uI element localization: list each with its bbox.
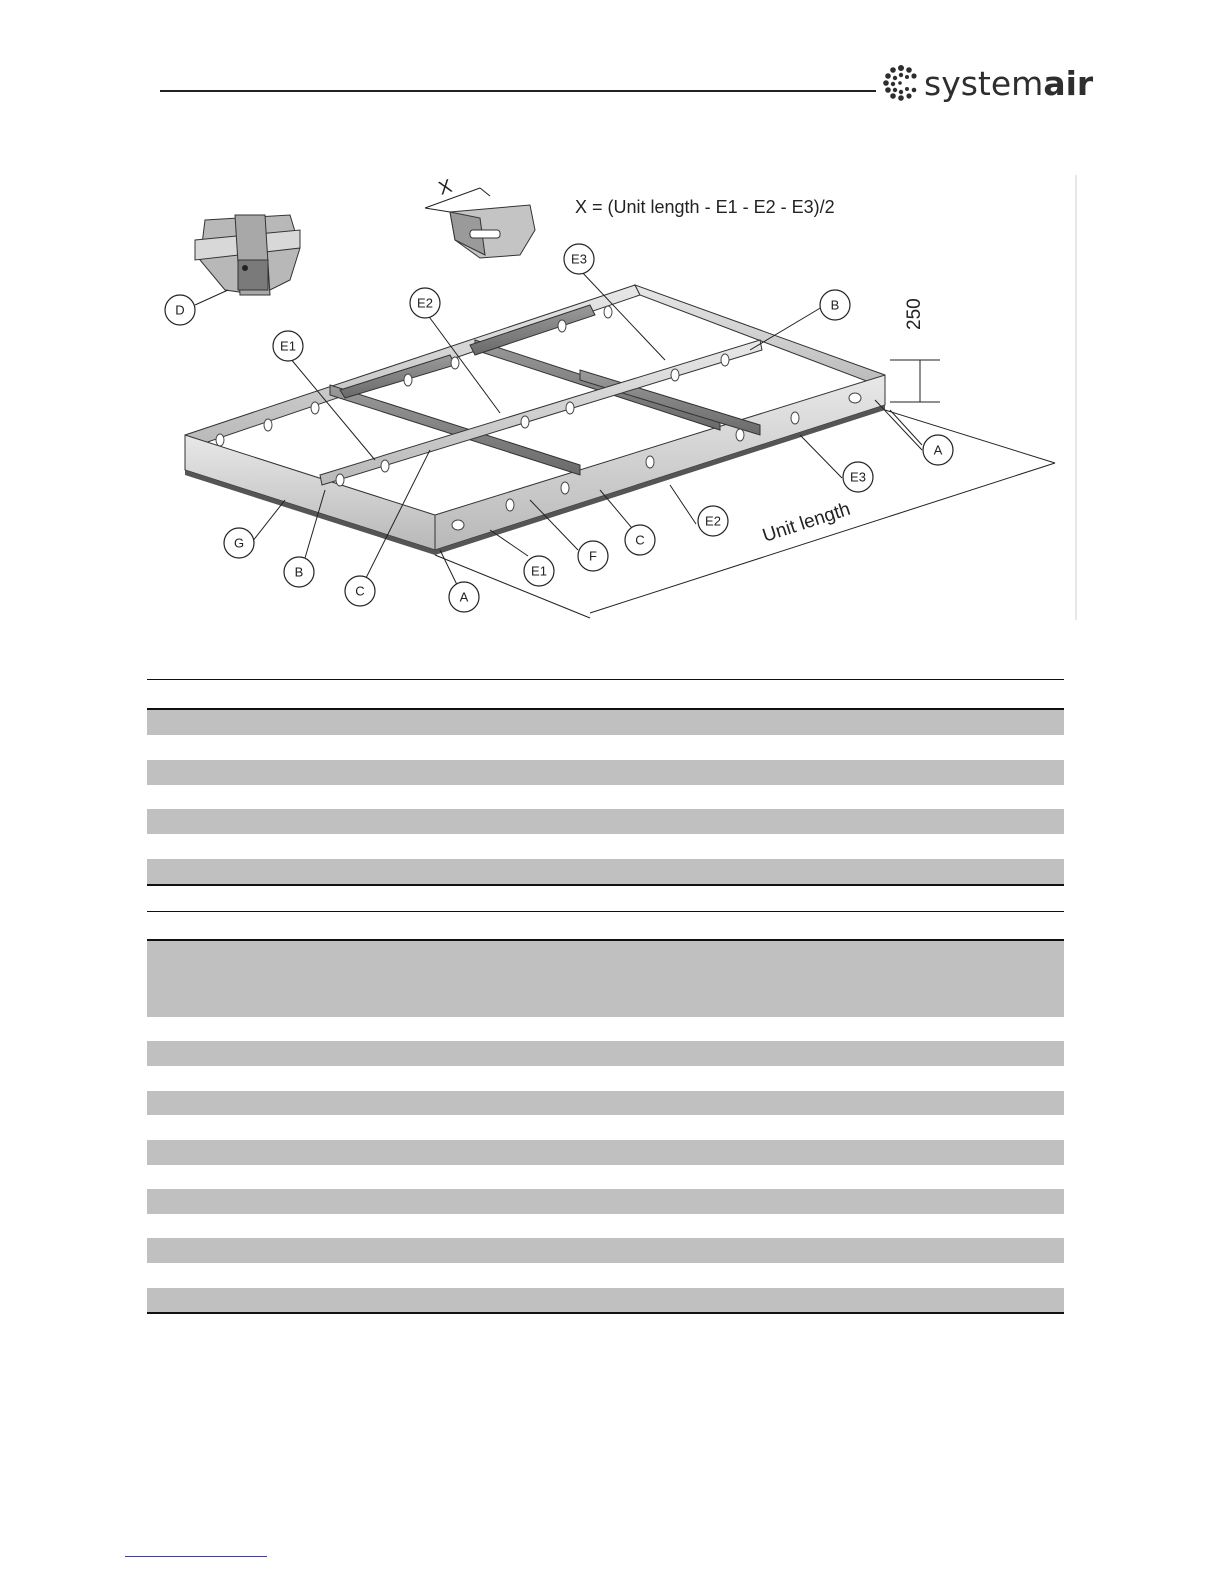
table-row (147, 1263, 1064, 1288)
systemair-logo-icon (882, 64, 920, 102)
table-row (147, 785, 1064, 809)
table-row (147, 1017, 1064, 1041)
callout-c-right: C (635, 532, 645, 548)
dimension-x-label: X (436, 175, 455, 200)
table-2-bottom-rule (147, 1312, 1064, 1314)
table-row (147, 1115, 1064, 1140)
callout-e2-top: E2 (417, 295, 433, 311)
table-row (147, 1041, 1064, 1066)
callout-a-left: A (459, 589, 469, 605)
callout-a-right: A (933, 442, 943, 458)
table-row (147, 1140, 1064, 1165)
detail-d-view (195, 215, 300, 295)
header-rule (160, 90, 876, 92)
table-1-bottom-rule (147, 884, 1064, 886)
table-row (147, 1165, 1064, 1189)
callout-e1-bottom: E1 (531, 563, 547, 579)
table-row (147, 1066, 1064, 1091)
table-2-top-rule (147, 911, 1064, 912)
table-1 (147, 679, 1064, 887)
callout-f: F (589, 548, 597, 564)
table-row (147, 735, 1064, 760)
callout-e2-bottom: E2 (705, 513, 721, 529)
formula-text: X = (Unit length - E1 - E2 - E3)/2 (575, 197, 835, 217)
table-2 (147, 911, 1064, 1316)
table-row (147, 1238, 1064, 1263)
table-row (147, 859, 1064, 884)
table-row (147, 1214, 1064, 1238)
footer-link-underline[interactable] (125, 1556, 267, 1557)
callout-e3-bottom: E3 (850, 469, 866, 485)
table-row (147, 710, 1064, 735)
base-frame-drawing (150, 170, 1080, 625)
base-frame-svg (150, 170, 1080, 625)
callouts (224, 244, 953, 612)
table-row (147, 834, 1064, 859)
logo-wordmark: systemair (924, 64, 1094, 103)
dimension-250-label: 250 (904, 298, 925, 330)
callout-b-right: B (830, 297, 840, 313)
systemair-logo (882, 64, 1094, 104)
dimension-unit-length-label: Unit length (760, 498, 853, 547)
table-row (147, 1091, 1064, 1115)
table-row (147, 1189, 1064, 1214)
table-row (147, 760, 1064, 785)
callout-d: D (175, 302, 185, 318)
table-row (147, 809, 1064, 834)
callout-b-left: B (294, 564, 304, 580)
table-1-top-rule (147, 679, 1064, 680)
table-row (147, 941, 1064, 1017)
callout-e3-top: E3 (571, 251, 587, 267)
table-row (147, 1288, 1064, 1312)
callout-g: G (233, 535, 245, 551)
callout-c-left: C (355, 583, 365, 599)
callout-e1-top: E1 (280, 338, 296, 354)
